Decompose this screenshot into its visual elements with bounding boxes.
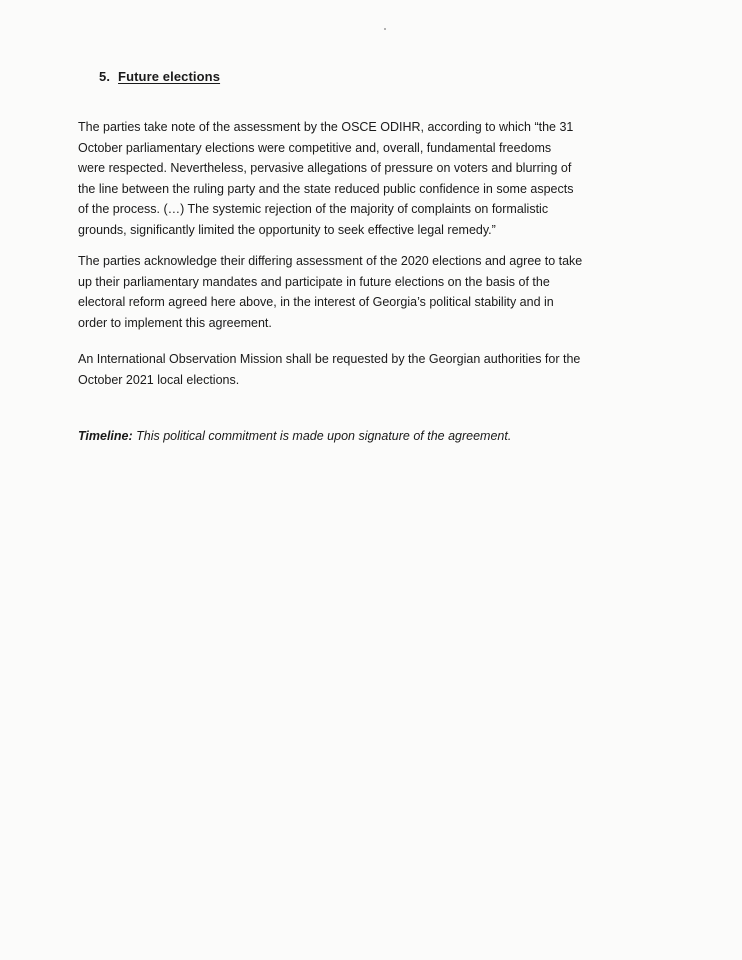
paragraph-differing-assessment xyxy=(78,251,638,333)
paragraph-line: grounds, significantly limited the opportunity to seek effective legal remedy.” xyxy=(78,222,496,237)
paragraph-line: were respected. Nevertheless, pervasive allegations of pressure on voters and blurring of xyxy=(78,161,572,175)
paragraph-line: The parties acknowledge their differing assessment of the 2020 elections and agree to take xyxy=(78,254,583,268)
paragraph-line: of the process. (…) The systemic rejection of the majority of complaints on formalistic xyxy=(78,202,549,216)
paragraph-line: October 2021 local elections. xyxy=(78,372,240,387)
section-title: Future elections xyxy=(118,69,221,84)
paragraph-line: up their parliamentary mandates and participate in future elections on the basis of the xyxy=(78,274,550,289)
scan-speck xyxy=(384,28,386,30)
paragraph-line: the line between the ruling party and the state reduced public confidence in some aspects xyxy=(78,181,574,196)
paragraph-line: October parliamentary elections were competitive and, overall, fundamental freedoms xyxy=(78,140,552,155)
section-number: 5. xyxy=(99,69,111,84)
paragraph-line: order to implement this agreement. xyxy=(78,315,272,330)
section-heading xyxy=(99,69,220,84)
timeline-text: This political commitment is made upon signature of the agreement. xyxy=(136,429,512,443)
paragraph-line: An International Observation Mission shall be requested by the Georgian authorities for the xyxy=(78,352,581,366)
paragraph-osce-assessment xyxy=(78,117,638,240)
paragraph-observation-mission xyxy=(78,349,638,390)
timeline-label: Timeline: xyxy=(78,429,133,443)
timeline-note xyxy=(78,429,511,443)
paragraph-line: electoral reform agreed here above, in the interest of Georgia’s political stability and in xyxy=(78,295,554,309)
paragraph-line: The parties take note of the assessment by the OSCE ODIHR, according to which “the 31 xyxy=(78,120,574,134)
